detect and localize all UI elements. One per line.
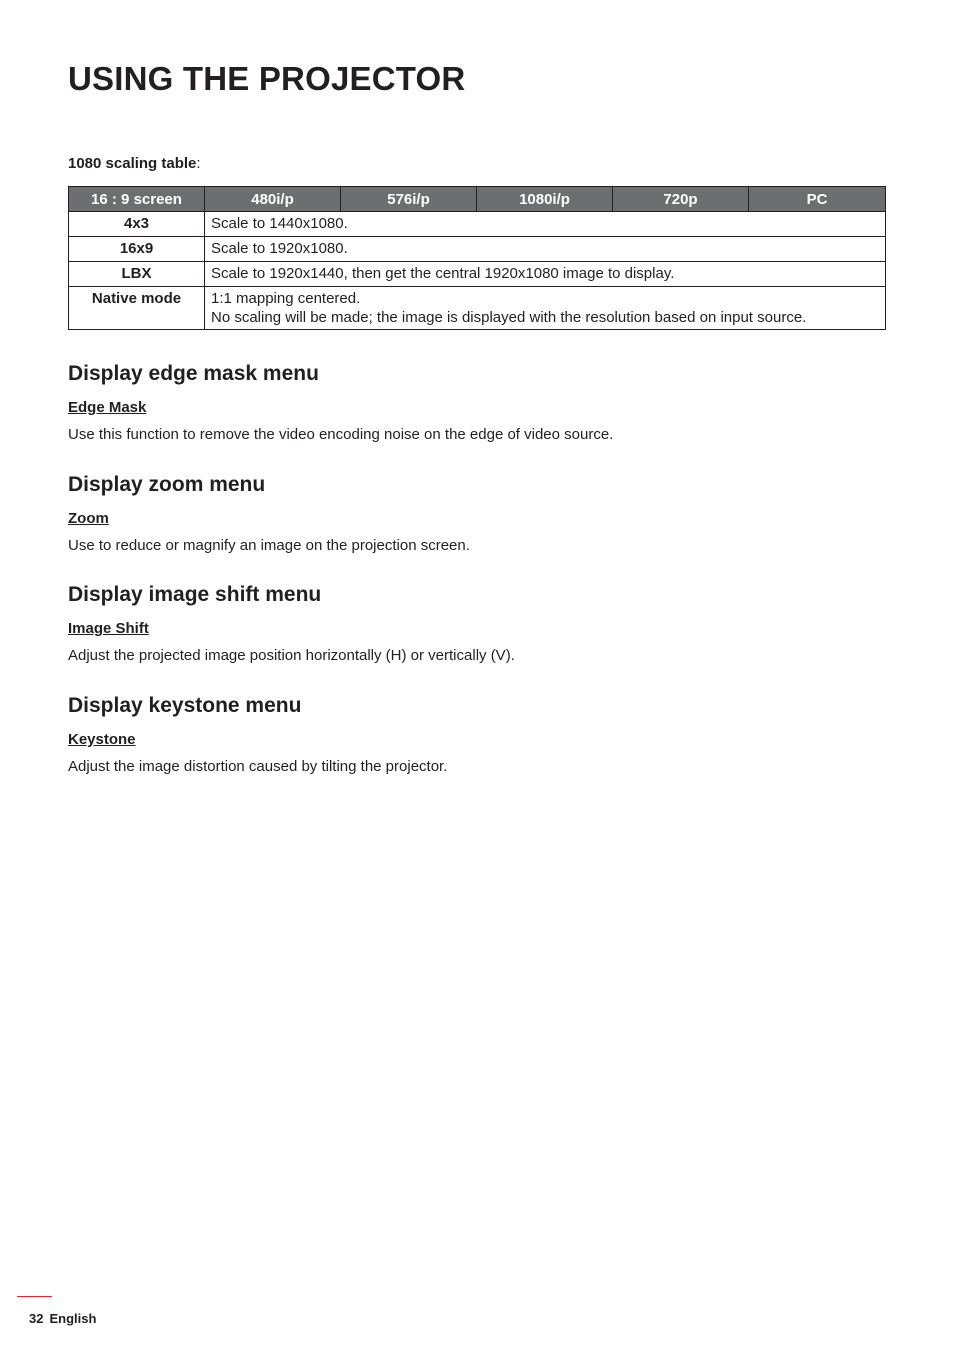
section-subheading: Keystone <box>68 731 136 748</box>
section-edge-mask <box>68 362 888 443</box>
section-heading: Display image shift menu <box>68 583 322 606</box>
row-description <box>205 287 886 330</box>
table-header-cell: 720p <box>613 187 749 212</box>
footer-language: English <box>49 1311 97 1326</box>
table-header-row <box>69 187 886 212</box>
section-zoom <box>68 473 888 554</box>
row-description <box>205 212 886 237</box>
row-description-line: 1:1 mapping centered. <box>211 290 361 307</box>
section-subheading: Edge Mask <box>68 399 147 416</box>
section-text: Adjust the projected image position horizontally (H) or vertically (V). <box>68 647 515 664</box>
table-row <box>69 287 886 330</box>
section-heading: Display keystone menu <box>68 694 302 717</box>
row-description-line: No scaling will be made; the image is displayed with the resolution based on input source. <box>211 309 807 326</box>
section-text: Use to reduce or magnify an image on the projection screen. <box>68 537 470 554</box>
table-header-cell: 16 : 9 screen <box>69 187 205 212</box>
row-label: LBX <box>69 262 205 287</box>
section-heading: Display zoom menu <box>68 473 266 496</box>
row-label: Native mode <box>69 287 205 330</box>
row-description <box>205 262 886 287</box>
table-caption-bold: 1080 scaling table <box>68 155 197 172</box>
table-header-cell: 480i/p <box>205 187 341 212</box>
table-row <box>69 237 886 262</box>
table-header-cell: 576i/p <box>341 187 477 212</box>
section-subheading: Image Shift <box>68 620 149 637</box>
table-header-cell: PC <box>749 187 886 212</box>
row-label: 4x3 <box>69 212 205 237</box>
table-row <box>69 212 886 237</box>
row-description <box>205 237 886 262</box>
section-keystone <box>68 694 888 775</box>
section-subheading: Zoom <box>68 510 109 527</box>
scaling-table <box>68 186 886 330</box>
row-description-line: Scale to 1440x1080. <box>211 215 348 232</box>
table-caption <box>68 155 201 172</box>
section-image-shift <box>68 583 888 664</box>
section-text: Adjust the image distortion caused by tilting the projector. <box>68 758 448 775</box>
row-description-line: Scale to 1920x1080. <box>211 240 348 257</box>
section-heading: Display edge mask menu <box>68 362 319 385</box>
table-row <box>69 262 886 287</box>
section-text: Use this function to remove the video encoding noise on the edge of video source. <box>68 426 614 443</box>
footer-accent-line <box>17 1296 52 1297</box>
page-title: USING THE PROJECTOR <box>68 60 466 97</box>
page-footer <box>29 1311 102 1326</box>
table-header-cell: 1080i/p <box>477 187 613 212</box>
row-description-line: Scale to 1920x1440, then get the central 1920x1080 image to display. <box>211 265 675 282</box>
table-caption-colon: : <box>196 155 201 172</box>
page-number: 32 <box>29 1311 44 1326</box>
row-label: 16x9 <box>69 237 205 262</box>
